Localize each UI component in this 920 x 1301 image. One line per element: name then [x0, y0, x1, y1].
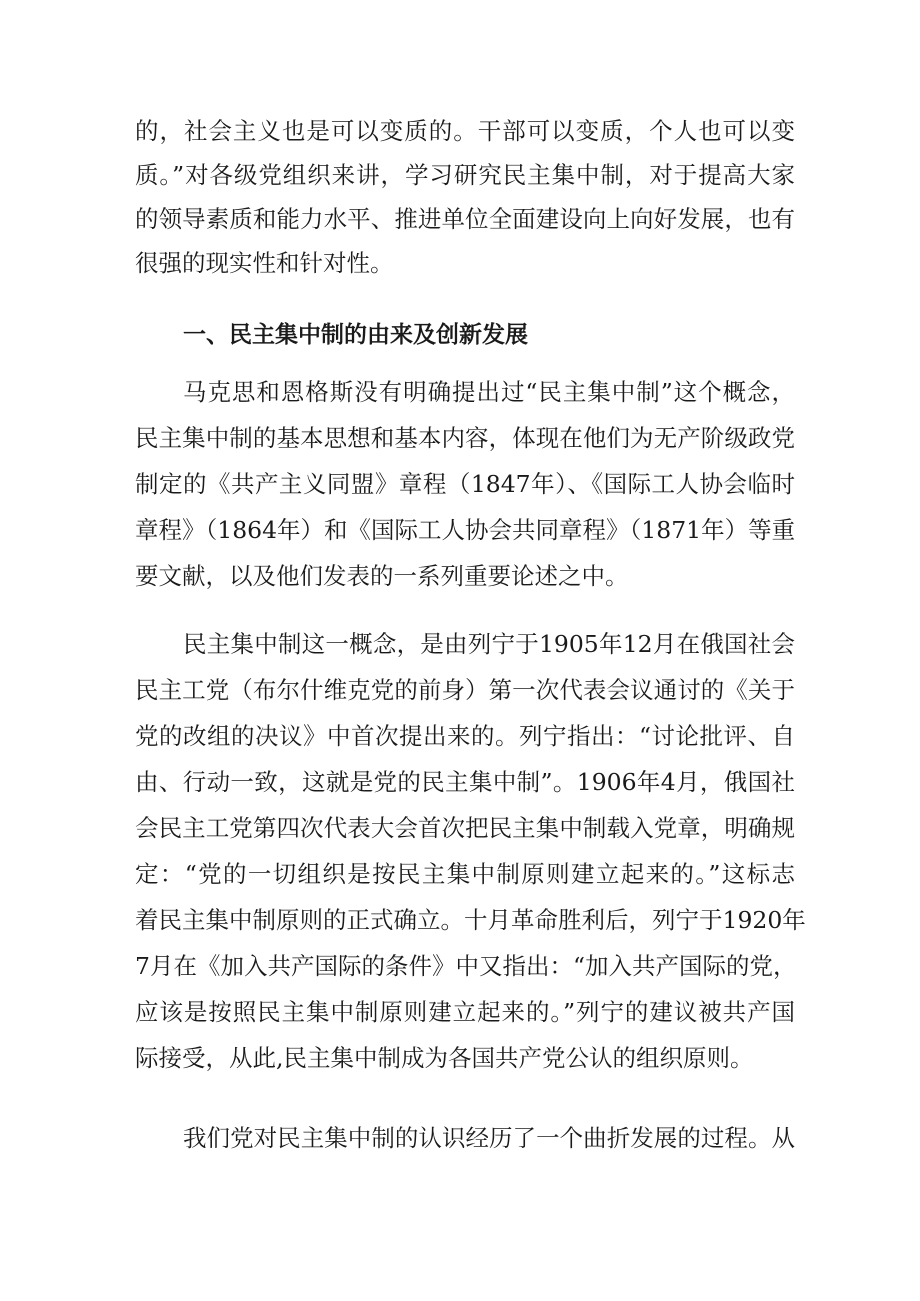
- text-line: 民主集中制这一概念，是由列宁于1905年12月在俄国社会: [183, 630, 795, 658]
- text-line: 制定的《共产主义同盟》章程（1847年）、《国际工人协会临时: [135, 470, 795, 498]
- text-line: 定：“党的一切组织是按民主集中制原则建立起来的。”这标志: [135, 860, 795, 888]
- text-line: 7月在《加入共产国际的条件》中又指出：“加入共产国际的党，: [135, 952, 797, 980]
- text-line: 民主工党（布尔什维克党的前身）第一次代表会议通讨的《关于: [135, 676, 795, 704]
- text-line: 应该是按照民主集中制原则建立起来的。”列宁的建议被共产国: [135, 998, 795, 1026]
- text-line: 很强的现实性和针对性。: [135, 249, 394, 277]
- text-line: 党的改组的决议》中首次提出来的。列宁指出：“讨论批评、自: [135, 722, 795, 750]
- text-line: 会民主工党第四次代表大会首次把民主集中制载入党章，明确规: [135, 814, 795, 842]
- text-line: 由、行动一致，这就是党的民主集中制”。1906年4月，俄国社: [135, 768, 795, 796]
- text-line: 要文献，以及他们发表的一系列重要论述之中。: [135, 562, 629, 590]
- text-line: 际接受，从此,民主集中制成为各国共产党公认的组织原则。: [135, 1044, 754, 1072]
- text-line: 着民主集中制原则的正式确立。十月革命胜利后，列宁于1920年: [135, 906, 806, 934]
- text-line: 质。”对各级党组织来讲，学习研究民主集中制，对于提高大家: [135, 161, 795, 189]
- text-line: 的，社会主义也是可以变质的。干部可以变质，个人也可以变: [135, 117, 795, 145]
- text-line: 我们党对民主集中制的认识经历了一个曲折发展的过程。从: [183, 1124, 795, 1152]
- text-line: 马克思和恩格斯没有明确提出过“民主集中制”这个概念，: [183, 378, 795, 406]
- text-line: 章程》（1864年）和《国际工人协会共同章程》（1871年）等重: [135, 516, 796, 544]
- text-line: 民主集中制的基本思想和基本内容，体现在他们为无产阶级政党: [135, 424, 795, 452]
- section-heading: 一、民主集中制的由来及创新发展: [183, 322, 528, 348]
- text-line: 的领导素质和能力水平、推进单位全面建设向上向好发展，也有: [135, 205, 795, 233]
